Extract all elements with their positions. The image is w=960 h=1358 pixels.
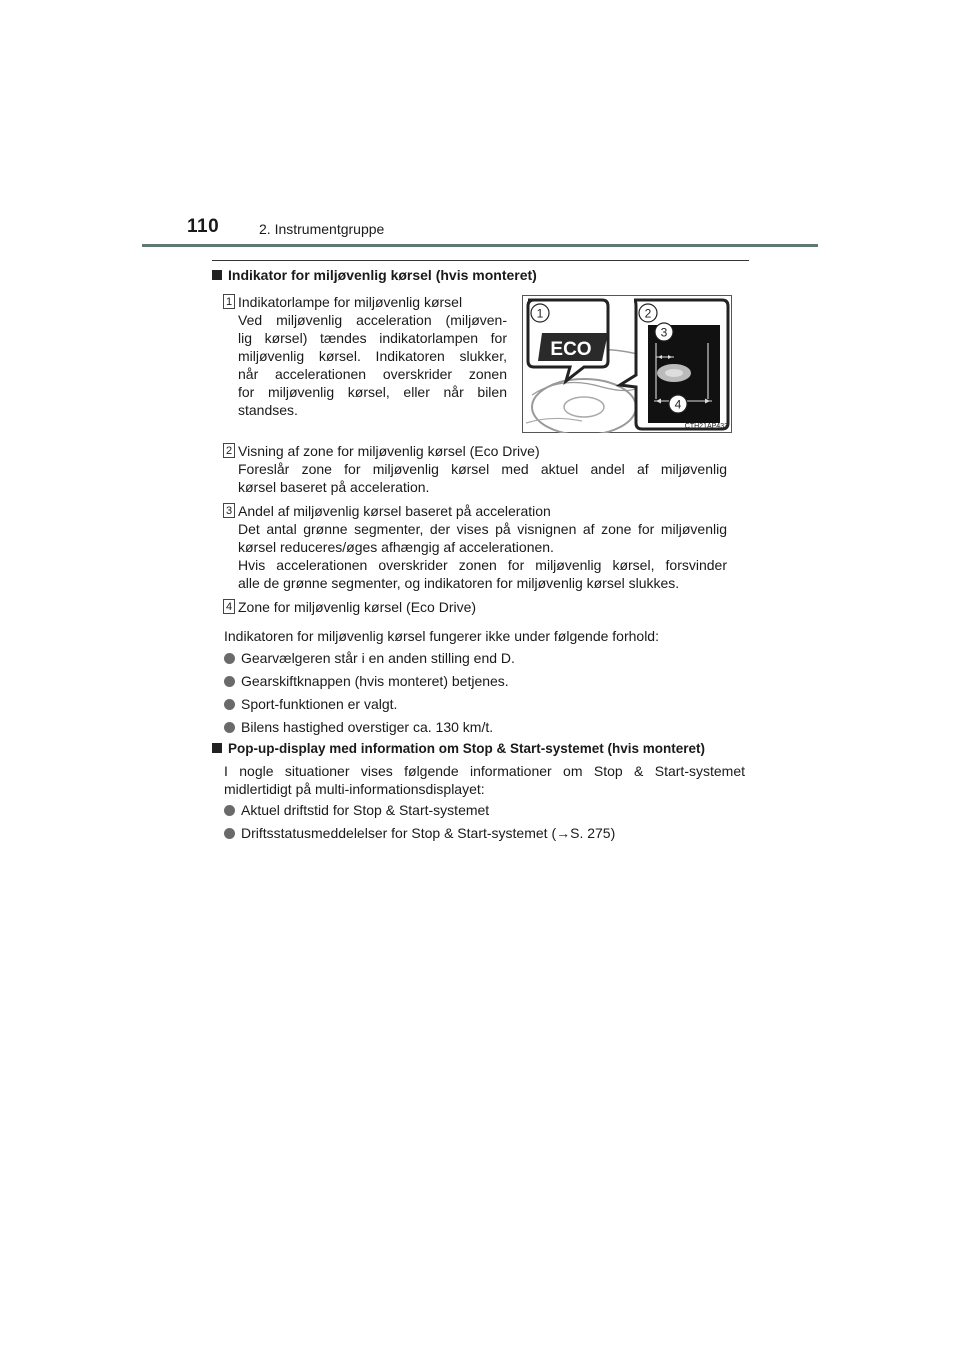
list-item: Aktuel driftstid for Stop & Start-systemet: [224, 801, 489, 819]
list-item: Gearskiftknappen (hvis monteret) betjenes.: [224, 672, 509, 690]
section-heading: Pop-up-display med information om Stop & Start-systemet (hvis monteret): [212, 740, 705, 758]
item-1-line: standses.: [238, 402, 298, 418]
item-3-line: Hvis accelerationen overskrider zonen for miljøvenlig kørsel, forsvinder: [238, 557, 727, 573]
eco-label: ECO: [550, 339, 592, 360]
item-1-line: når accelerationen overskrider zonen: [238, 366, 507, 382]
item-4-title: Zone for miljøvenlig kørsel (Eco Drive): [238, 599, 477, 615]
callout-4: 4: [674, 397, 682, 412]
bullet-icon: [224, 805, 235, 816]
item-3-line: alle de grønne segmenter, og indikatoren for miljøvenlig kørsel slukkes.: [238, 575, 680, 591]
conditions-intro: Indikatoren for miljøvenlig kørsel fungerer ikke under følgende forhold:: [224, 628, 659, 644]
bullet-icon: [224, 828, 235, 839]
section-rule: [212, 260, 749, 261]
list-item: Sport-funktionen er valgt.: [224, 695, 397, 713]
callout-3: 3: [660, 325, 668, 340]
item-2-title: Visning af zone for miljøvenlig kørsel (Eco Drive): [238, 443, 540, 459]
item-3-title: Andel af miljøvenlig kørsel baseret på acceleration: [238, 503, 551, 519]
eco-indicator-illustration: [522, 295, 732, 433]
item-number-1: 1: [223, 294, 235, 309]
bullet-icon: [224, 653, 235, 664]
header-rule: [142, 244, 818, 247]
figure-code: CTH21AP433: [684, 423, 728, 430]
section-heading: Indikator for miljøvenlig kørsel (hvis monteret): [212, 266, 537, 284]
item-3-line: kørsel reduceres/øges afhængig af accelerationen.: [238, 539, 554, 555]
item-number-2: 2: [223, 443, 235, 458]
bullet-icon: [224, 699, 235, 710]
item-1-line: for miljøvenlig kørsel, eller når bilen: [238, 384, 507, 400]
item-2-line: kørsel baseret på acceleration.: [238, 479, 430, 495]
page-reference[interactable]: S. 275): [570, 825, 616, 841]
item-3-line: Det antal grønne segmenter, der vises på visnignen af zone for miljøvenlig: [238, 521, 727, 537]
item-number-4: 4: [223, 599, 235, 614]
bullet-icon: [224, 722, 235, 733]
list-item: Gearvælgeren står i en anden stilling end D.: [224, 649, 515, 667]
section-2-line: I nogle situationer vises følgende informationer om Stop & Start-systemet: [224, 763, 745, 779]
callout-1: 1: [536, 306, 544, 321]
square-bullet-icon: [212, 743, 222, 753]
item-number-3: 3: [223, 503, 235, 518]
item-1-line: miljøvenlig kørsel. Indikatoren slukker,: [238, 348, 507, 364]
list-item: Bilens hastighed overstiger ca. 130 km/t.: [224, 718, 493, 736]
item-1-line: Ved miljøvenlig acceleration (miljøven-: [238, 312, 507, 328]
list-item: Driftsstatusmeddelelser for Stop & Start-systemet (→S. 275): [224, 824, 615, 842]
chapter-title: 2. Instrumentgruppe: [259, 221, 385, 237]
item-2-line: Foreslår zone for miljøvenlig kørsel med aktuel andel af miljøvenlig: [238, 461, 727, 477]
callout-2: 2: [644, 306, 652, 321]
page-number: 110: [187, 216, 220, 237]
section-2-line: midlertidigt på multi-informationsdisplayet:: [224, 781, 485, 797]
bullet-icon: [224, 676, 235, 687]
square-bullet-icon: [212, 270, 222, 280]
item-1-title: Indikatorlampe for miljøvenlig kørsel: [238, 294, 463, 310]
item-1-line: lig kørsel) tændes indikatorlampen for: [238, 330, 507, 346]
arrow-icon: →: [556, 825, 571, 841]
